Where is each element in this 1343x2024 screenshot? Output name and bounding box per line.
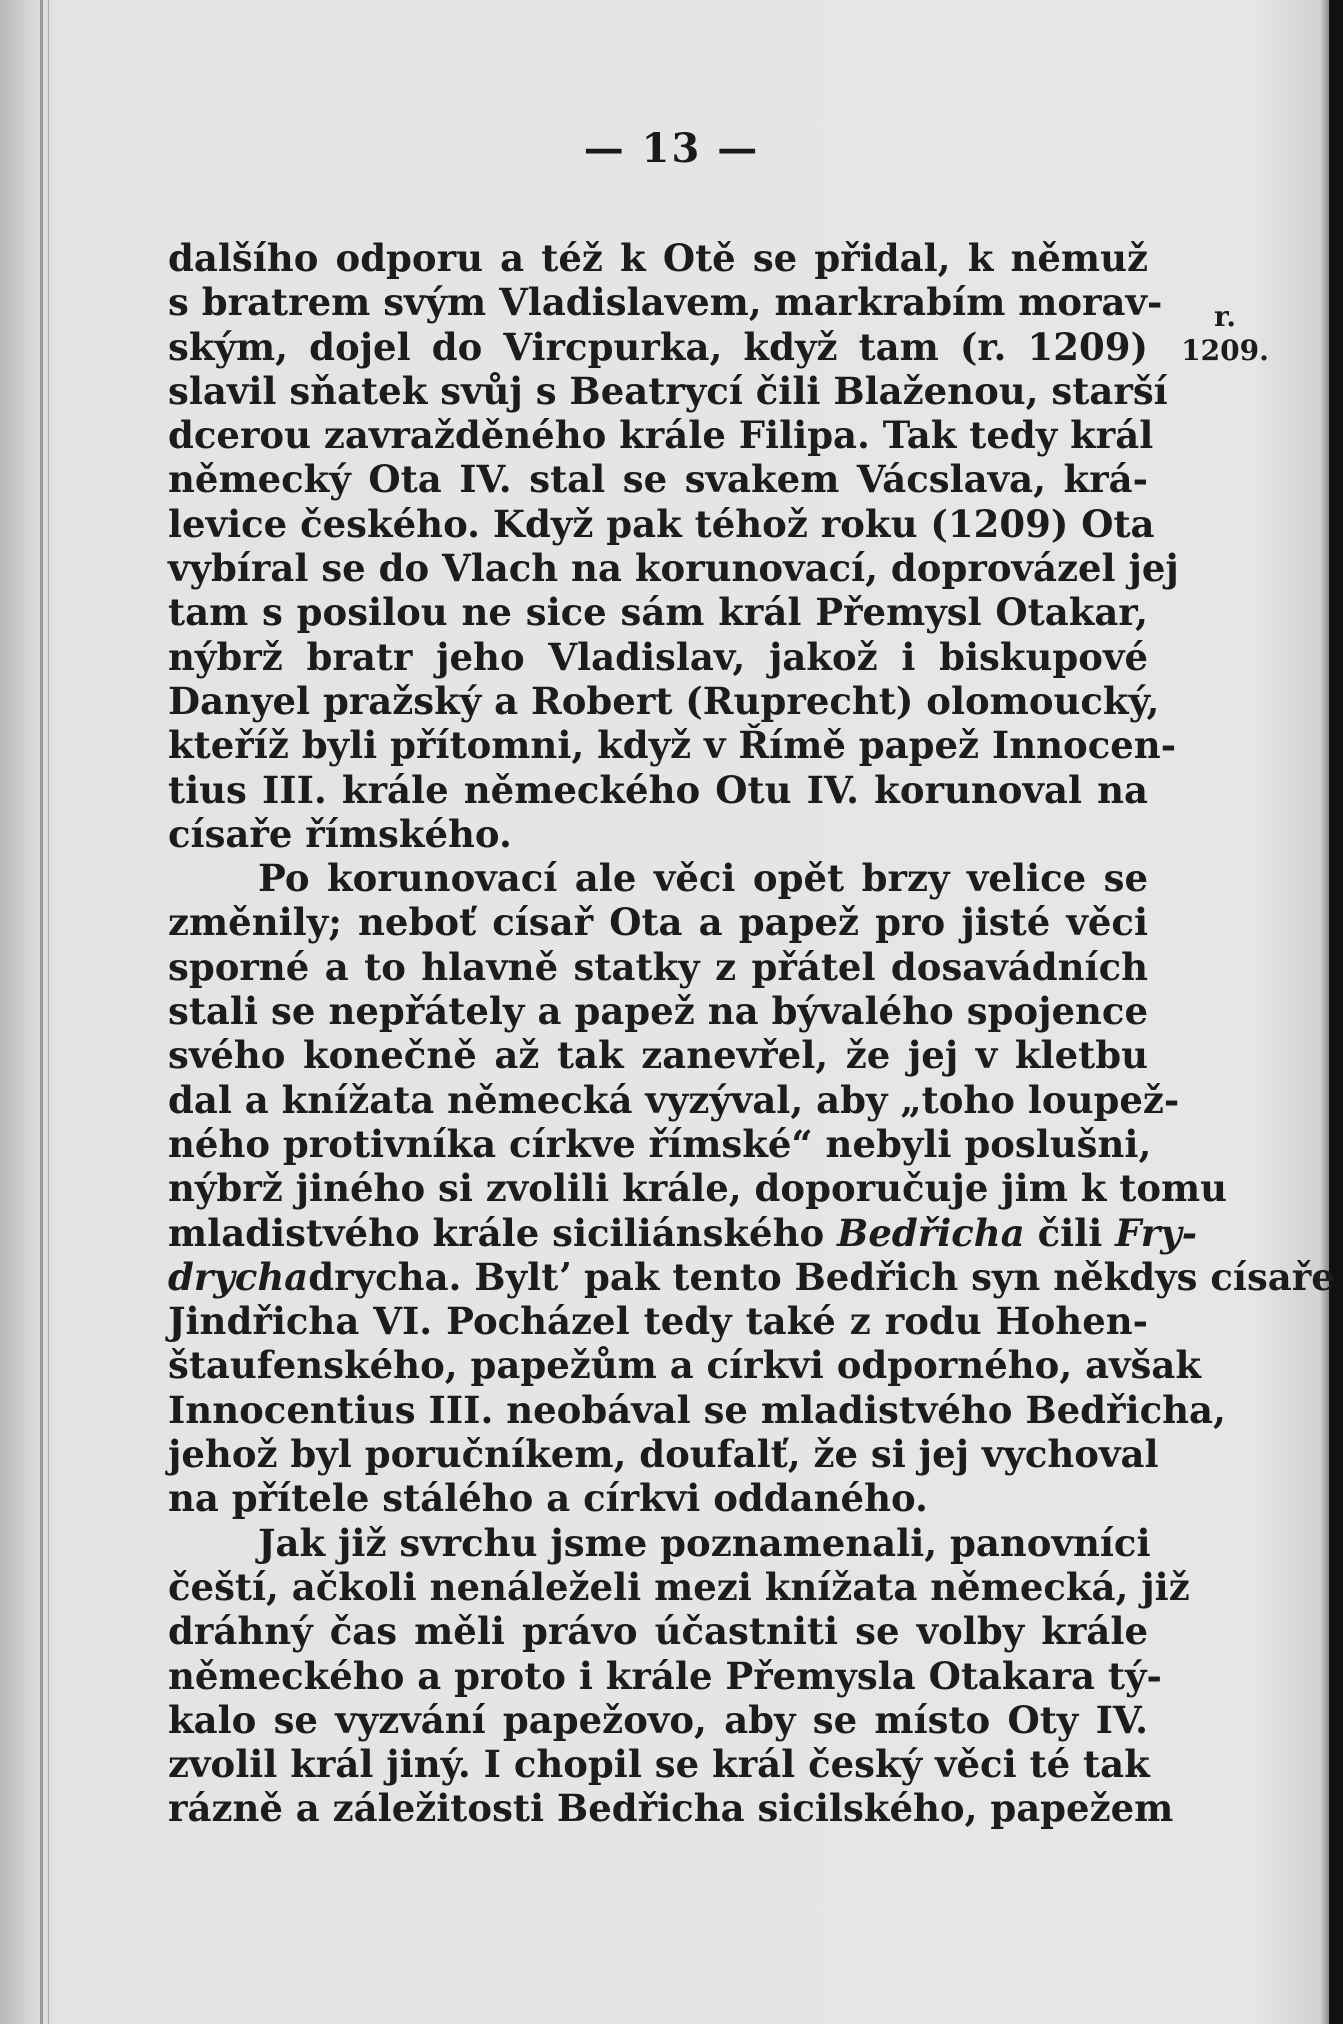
text-line: slavil sňatek svůj s Beatrycí čili Blaženou, starší — [168, 368, 1168, 413]
text-segment: čili — [1024, 1210, 1116, 1255]
text-line-mixed — [168, 1210, 1198, 1255]
text-line: dal a knížata německá vyzýval, aby „toho loupež- — [168, 1077, 1180, 1122]
text-line: Jak již svrchu jsme poznamenali, panovníci — [258, 1520, 1151, 1565]
text-line: nýbrž jiného si zvolili krále, doporučuje jim k tomu — [168, 1166, 1228, 1211]
italic-name: Fry- — [1115, 1210, 1198, 1255]
text-line-mixed — [168, 1254, 1335, 1299]
text-segment: mladistvého krále siciliánského — [168, 1210, 838, 1255]
margin-note-year — [1180, 300, 1270, 368]
text-line: zvolil král jiný. I chopil se král český věci té tak — [168, 1742, 1150, 1787]
text-line: německý Ota IV. stal se svakem Vácslava, krá- — [168, 457, 1148, 502]
page-number: — 13 — — [583, 125, 760, 172]
text-line: kalo se vyzvání papežovo, aby se místo Oty IV. — [168, 1697, 1148, 1742]
text-line: štaufenského, papežům a církvi odporného, avšak — [168, 1343, 1202, 1388]
text-line: jehož byl poručníkem, doufalť, že si jej vychoval — [168, 1432, 1159, 1477]
spine-shadow-line-thin — [48, 0, 49, 2024]
text-line: vybíral se do Vlach na korunovací, doprovázel jej — [168, 546, 1179, 591]
text-line: stali se nepřátely a papež na bývalého spojence — [168, 989, 1148, 1034]
text-line: sporné a to hlavně statky z přátel dosavádních — [168, 944, 1148, 989]
text-line: ného protivníka církve římské“ nebyli poslušni, — [168, 1121, 1152, 1166]
spine-shadow-line — [40, 0, 43, 2024]
text-line: Innocentius III. neobával se mladistvého Bedřicha, — [168, 1387, 1226, 1432]
margin-note-1209: 1209. — [1181, 334, 1269, 367]
page-edge-shadow — [1329, 0, 1343, 2024]
text-line: svého konečně až tak zanevřel, že jej v kletbu — [168, 1033, 1148, 1078]
text-line: dráhný čas měli právo účastniti se volby krále — [168, 1609, 1148, 1654]
text-line: tam s posilou ne sice sám král Přemysl Otakar, — [168, 590, 1148, 635]
text-line: dcerou zavražděného krále Filipa. Tak tedy král — [168, 413, 1154, 458]
text-line: nýbrž bratr jeho Vladislav, jakož i biskupové — [168, 634, 1148, 679]
text-line: na přítele stálého a církvi oddaného. — [168, 1476, 928, 1521]
text-line: Po korunovací ale věci opět brzy velice se — [258, 856, 1148, 901]
italic-name: Bedřicha — [837, 1210, 1025, 1255]
italic-name: drycha — [168, 1254, 309, 1299]
text-line: změnily; neboť císař Ota a papež pro jisté věci — [168, 900, 1148, 945]
body-text — [168, 236, 1335, 1831]
text-line: s bratrem svým Vladislavem, markrabím morav- — [168, 280, 1163, 325]
text-line: německého a proto i krále Přemysla Otakara tý- — [168, 1653, 1162, 1698]
text-line: císaře římského. — [168, 811, 512, 856]
text-line: ským, dojel do Vircpurka, když tam (r. 1209) — [168, 324, 1148, 369]
text-line: kteříž byli přítomni, když v Římě papež Innocen- — [168, 723, 1177, 768]
text-line: tius III. krále německého Otu IV. korunoval na — [168, 767, 1148, 812]
text-line: dalšího odporu a též k Otě se přidal, k němuž — [168, 236, 1148, 280]
text-line: Jindřicha VI. Pocházel tedy také z rodu Hohen- — [168, 1299, 1148, 1344]
text-line: rázně a záležitosti Bedřicha sicilského, papežem — [168, 1786, 1174, 1831]
text-line: levice českého. Když pak téhož roku (1209) Ota — [168, 501, 1155, 546]
text-segment: drycha. Byltʼ pak tento Bedřich syn někdys císaře — [308, 1254, 1335, 1299]
text-line: Danyel pražský a Robert (Ruprecht) olomoucký, — [168, 678, 1160, 723]
text-line: čeští, ačkoli nenáleželi mezi knížata německá, již — [168, 1564, 1190, 1609]
margin-note-r: r. — [1214, 300, 1236, 333]
